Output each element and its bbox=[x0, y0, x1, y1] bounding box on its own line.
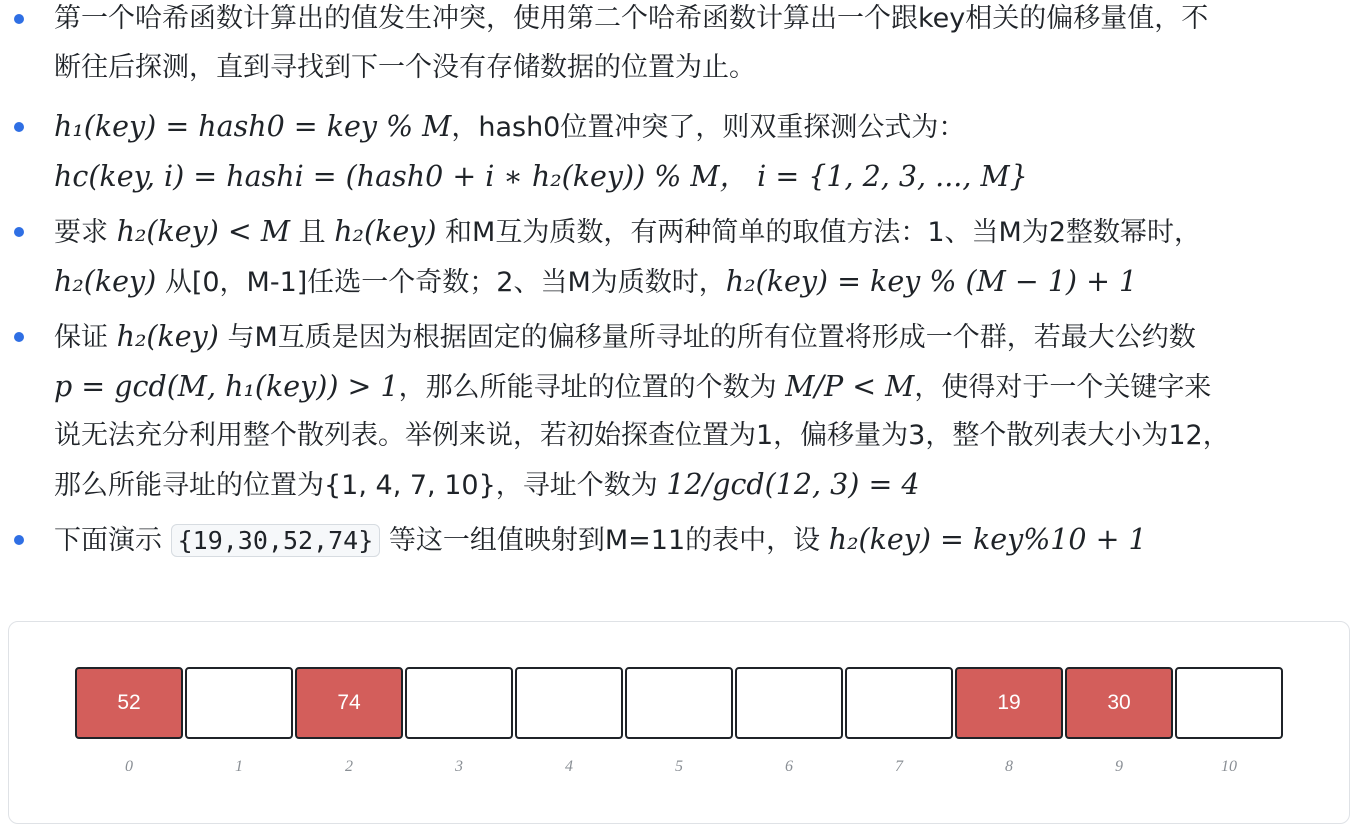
hash-cell-7 bbox=[845, 667, 953, 739]
text-line: 断往后探测，直到寻找到下一个没有存储数据的位置为止。 bbox=[54, 51, 756, 83]
hash-index-2: 2 bbox=[345, 758, 353, 775]
hash-table-visualization bbox=[8, 621, 1350, 824]
hash-cell-0: 52 bbox=[75, 667, 183, 739]
list-item bbox=[0, 0, 1368, 92]
hash-index-0: 0 bbox=[125, 758, 133, 775]
math-formula: h₁(key) = hash0 = key % M bbox=[54, 110, 452, 143]
hash-index-10: 10 bbox=[1221, 758, 1237, 775]
hash-cell-9: 30 bbox=[1065, 667, 1173, 739]
list-item bbox=[0, 516, 1368, 566]
hash-index-3: 3 bbox=[455, 758, 463, 775]
bullet bbox=[14, 227, 24, 237]
math-formula: h₂(key) bbox=[334, 215, 437, 248]
math-formula: h₂(key) < M bbox=[116, 215, 291, 248]
text: 与M互质是因为根据固定的偏移量所寻址的所有位置将形成一个群，若最大公约数 bbox=[218, 322, 1196, 353]
math-formula: h₂(key) = key % (M − 1) + 1 bbox=[725, 264, 1138, 298]
text: 和M互为质数，有两种简单的取值方法：1、当M为2整数幂时， bbox=[436, 217, 1201, 248]
text: ，hash0位置冲突了，则双重探测公式为： bbox=[451, 112, 966, 143]
text: ，使得对于一个关键字来 bbox=[914, 371, 1212, 403]
list-item bbox=[0, 208, 1368, 307]
text: 且 bbox=[290, 217, 335, 248]
math-formula: h₂(key) bbox=[54, 264, 157, 298]
hash-cell-4 bbox=[515, 667, 623, 739]
hash-cell-6 bbox=[735, 667, 843, 739]
math-formula: hc(key, i) = hashi = (hash0 + i ∗ h₂(key)) % M， i = {1, 2, 3, ..., M} bbox=[54, 159, 1028, 193]
hash-cell-5 bbox=[625, 667, 733, 739]
hash-cell-3 bbox=[405, 667, 513, 739]
hash-index-9: 9 bbox=[1115, 758, 1123, 775]
text-line: 说无法充分利用整个散列表。举例来说，若初始探查位置为1，偏移量为3，整个散列表大小为12， bbox=[54, 420, 1230, 451]
hash-index-1: 1 bbox=[235, 758, 243, 775]
hash-cell-2: 74 bbox=[295, 667, 403, 739]
text: 要求 bbox=[54, 217, 117, 248]
list-item bbox=[0, 103, 1368, 202]
text-line: 第一个哈希函数计算出的值发生冲突，使用第二个哈希函数计算出一个跟key相关的偏移量值，不 bbox=[54, 3, 1209, 34]
math-formula: h₂(key) bbox=[116, 320, 219, 353]
inline-code: {19,30,52,74} bbox=[171, 524, 381, 557]
math-formula: 12/gcd(12, 3) = 4 bbox=[666, 467, 920, 501]
hash-index-5: 5 bbox=[675, 758, 683, 775]
hash-index-6: 6 bbox=[785, 758, 793, 775]
hash-index-7: 7 bbox=[895, 758, 903, 775]
text: ，那么所能寻址的位置的个数为 bbox=[398, 371, 786, 403]
list-item bbox=[0, 313, 1368, 510]
bullet bbox=[14, 14, 24, 24]
hash-cell-8: 19 bbox=[955, 667, 1063, 739]
bullet bbox=[14, 332, 24, 342]
math-formula: h₂(key) = key%10 + 1 bbox=[828, 523, 1147, 556]
hash-cell-10 bbox=[1175, 667, 1283, 739]
text: 从[0，M-1]任选一个奇数；2、当M为质数时， bbox=[156, 266, 726, 298]
text: 等这一组值映射到M=11的表中，设 bbox=[380, 525, 829, 556]
hash-index-8: 8 bbox=[1005, 758, 1013, 775]
bullet bbox=[14, 122, 24, 132]
bullet bbox=[14, 535, 24, 545]
hash-cell-1 bbox=[185, 667, 293, 739]
text: 下面演示 bbox=[54, 525, 171, 556]
math-formula: p = gcd(M, h₁(key)) > 1 bbox=[54, 369, 399, 403]
text: 保证 bbox=[54, 322, 117, 353]
math-formula: M/P < M bbox=[785, 369, 915, 403]
hash-index-4: 4 bbox=[565, 758, 573, 775]
text: 那么所能寻址的位置为{1, 4, 7, 10}，寻址个数为 bbox=[54, 469, 667, 501]
